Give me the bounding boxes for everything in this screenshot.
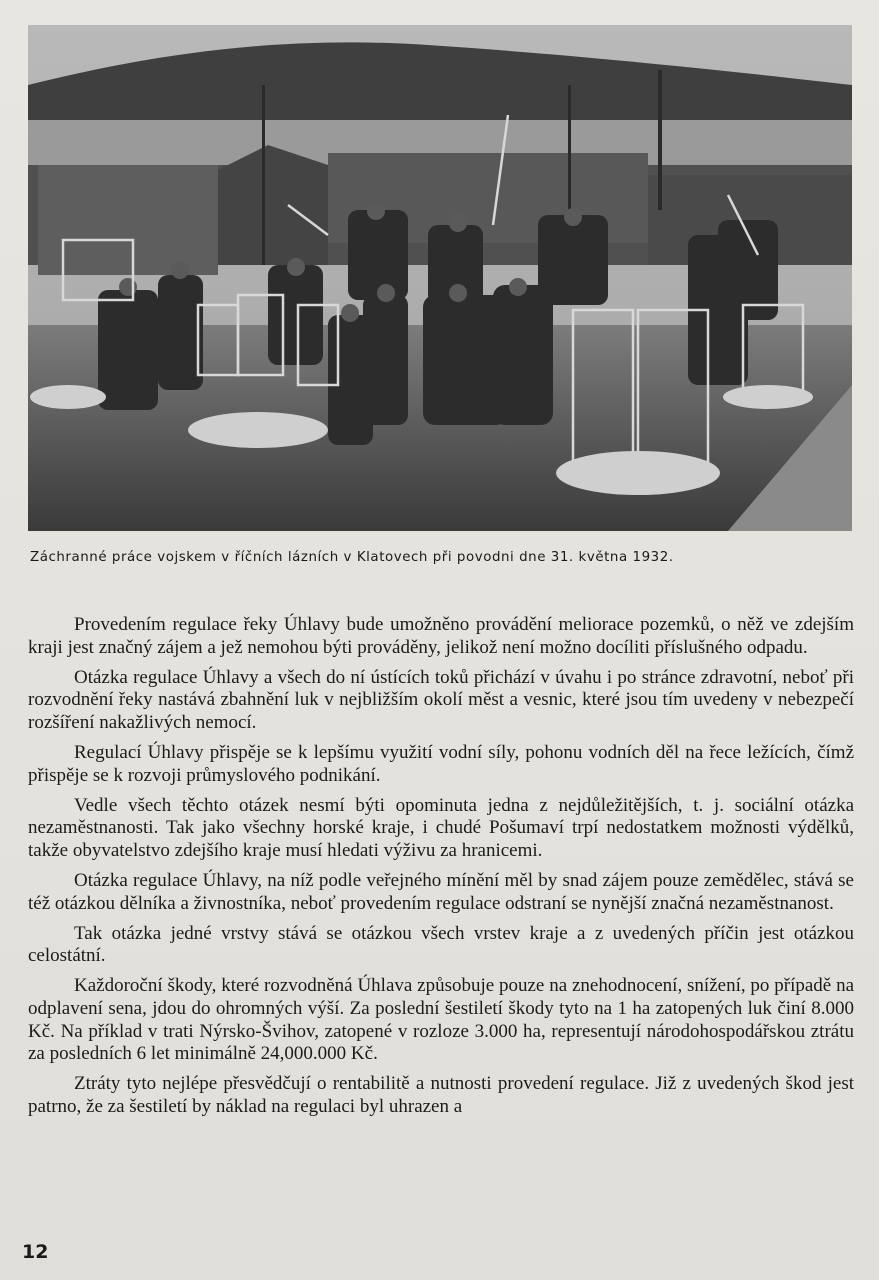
paragraph: Tak otázka jedné vrstvy stává se otázkou všech vrstev kraje a z uvedených příčin jest otázkou celostátní. — [28, 922, 854, 967]
photo-caption: Záchranné práce vojskem v říčních lázních v Klatovech při povodni dne 31. května 1932. — [30, 550, 674, 565]
photograph-image — [28, 25, 852, 531]
paragraph: Ztráty tyto nejlépe přesvědčují o rentabilitě a nutnosti provedení regulace. Již z uvedených škod jest patrno, že za šestiletí by náklad na regulaci byl uhrazen a — [28, 1073, 854, 1117]
paragraph: Regulací Úhlavy přispěje se k lepšímu využití vodní síly, pohonu vodních děl na řece ležících, čímž přispěje se k rozvoji průmyslového podnikání. — [28, 741, 854, 786]
paragraph: Provedením regulace řeky Úhlavy bude umožněno provádění meliorace pozemků, o něž ve zdejším kraji jest značný zájem a jež nemohou býti prováděny, jelikož není možno docíliti příslušného odpadu. — [28, 614, 854, 658]
paragraph: Vedle všech těchto otázek nesmí býti opominuta jedna z nejdůležitějších, t. j. sociální otázka nezaměstnanosti. Tak jako všechny horské kraje, i chudé Pošumaví trpí nedostatkem možnosti výdělků, takže obyvatelstvo zdejšího kraje musí hledati výživu za hranicemi. — [28, 794, 854, 861]
paragraph: Každoroční škody, které rozvodněná Úhlava způsobuje pouze na znehodnocení, snížení, po případě na odplavení sena, jdou do ohromných výší. Za poslední šestiletí škody tyto na 1 ha zatopených luk činí 8.000 Kč. Na příklad v trati Nýrsko-Švihov, zatopené v rozloze 3.000 ha, representují národohospodářskou ztrátu za posledních 6 let minimálně 24,000.000 Kč. — [28, 975, 854, 1065]
paragraph: Otázka regulace Úhlavy, na níž podle veřejného mínění měl by snad zájem pouze zemědělec, stává se též otázkou dělníka a živnostníka, neboť provedením regulace odstraní se nynější značná nezaměstnanost. — [28, 869, 854, 914]
flooded-bath-photograph — [28, 25, 852, 531]
paragraph: Otázka regulace Úhlavy a všech do ní ústících toků přichází v úvahu i po stránce zdravotní, neboť při rozvodnění řeky nastává zbahnění luk v nejbližším okolí měst a vesnic, které jsou tím uvedeny v nebezpečí rozšíření nakažlivých nemocí. — [28, 666, 854, 733]
body-text — [28, 614, 854, 1126]
page-number: 12 — [22, 1241, 49, 1263]
